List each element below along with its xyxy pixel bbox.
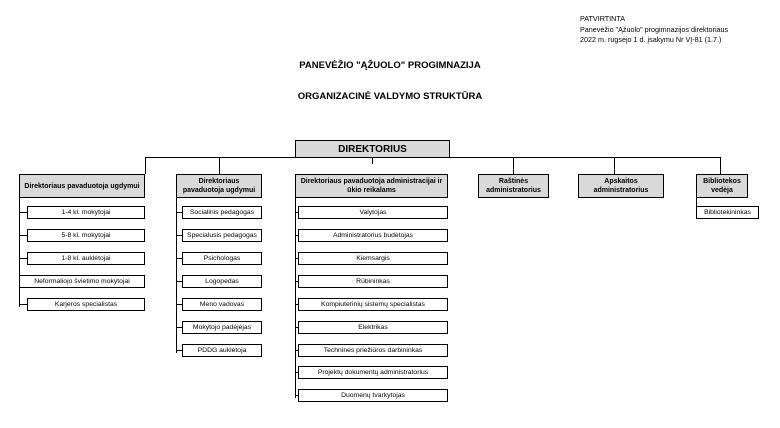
staff-item: Logopedas [182,275,262,288]
column-spine [295,197,296,398]
staff-item: Neformaliojo švietimo mokytojai [19,275,145,288]
item-connector [19,235,27,236]
staff-item: Elektrikas [298,321,448,334]
staff-item: 1-4 kl. mokytojai [27,206,145,219]
column-spine [176,197,177,353]
staff-item: Bibliotekininkas [696,206,759,219]
drop-line [614,157,615,174]
approval-block [580,14,728,46]
staff-item: Meno vadovas [182,298,262,311]
staff-item: Socialinis pedagogas [182,206,262,219]
staff-item: Valytojas [298,206,448,219]
library-head-box: Bibliotekos vedėja [696,174,748,198]
item-connector [19,212,27,213]
column-spine [19,197,20,307]
staff-item: Administratorius budėtojas [298,229,448,242]
staff-item: Duomenų tvarkytojas [298,389,448,402]
approval-line-3: 2022 m. rugsėjo 1 d. įsakymu Nr VĮ-81 (1.7.) [580,35,722,44]
staff-item: PDDG auklėtoja [182,344,262,357]
accounting-administrator-box: Apskaitos administratorius [578,174,664,198]
staff-item: 5-8 kl. mokytojai [27,229,145,242]
staff-item: Kompiuterinių sistemų specialistas [298,298,448,311]
staff-item: 1-8 kl. auklėtojai [27,252,145,265]
director-connector [372,157,373,164]
drop-line [145,157,146,174]
structure-title: ORGANIZACINĖ VALDYMO STRUKTŪRA [297,91,483,102]
staff-item: Kiemsargis [298,252,448,265]
staff-item: Psichologas [182,252,262,265]
item-connector [19,258,27,259]
school-name: PANEVĖŽIO "ĄŽUOLO" PROGIMNAZIJA [299,60,481,71]
staff-item: Rūbininkas [298,275,448,288]
office-administrator-box: Raštinės administratorius [478,174,549,198]
drop-line [720,157,721,174]
drop-line [219,157,220,174]
approval-line-2: Panevėžio "Ąžuolo" progimnazijos direktoriaus [580,24,729,34]
deputy-education-2-box: Direktoriaus pavaduotoja ugdymui [176,174,262,198]
drop-line [513,157,514,174]
staff-item: Projektų dokumentų administratorius [298,366,448,379]
deputy-administration-box: Direktoriaus pavaduotoja administracijai ir ūkio reikalams [295,174,448,198]
staff-item: Techninės priežiūros darbininkas [298,344,448,357]
staff-item: Karjeros specialistas [27,298,145,311]
staff-item: Mokytojo padėjėjas [182,321,262,334]
approval-line-1: PATVIRTINTA [580,14,625,23]
staff-item: Specialusis pedagogas [182,229,262,242]
item-connector [19,304,27,305]
deputy-education-1-box: Direktoriaus pavaduotoja ugdymui [19,174,145,198]
director-box: DIREKTORIUS [295,140,450,158]
